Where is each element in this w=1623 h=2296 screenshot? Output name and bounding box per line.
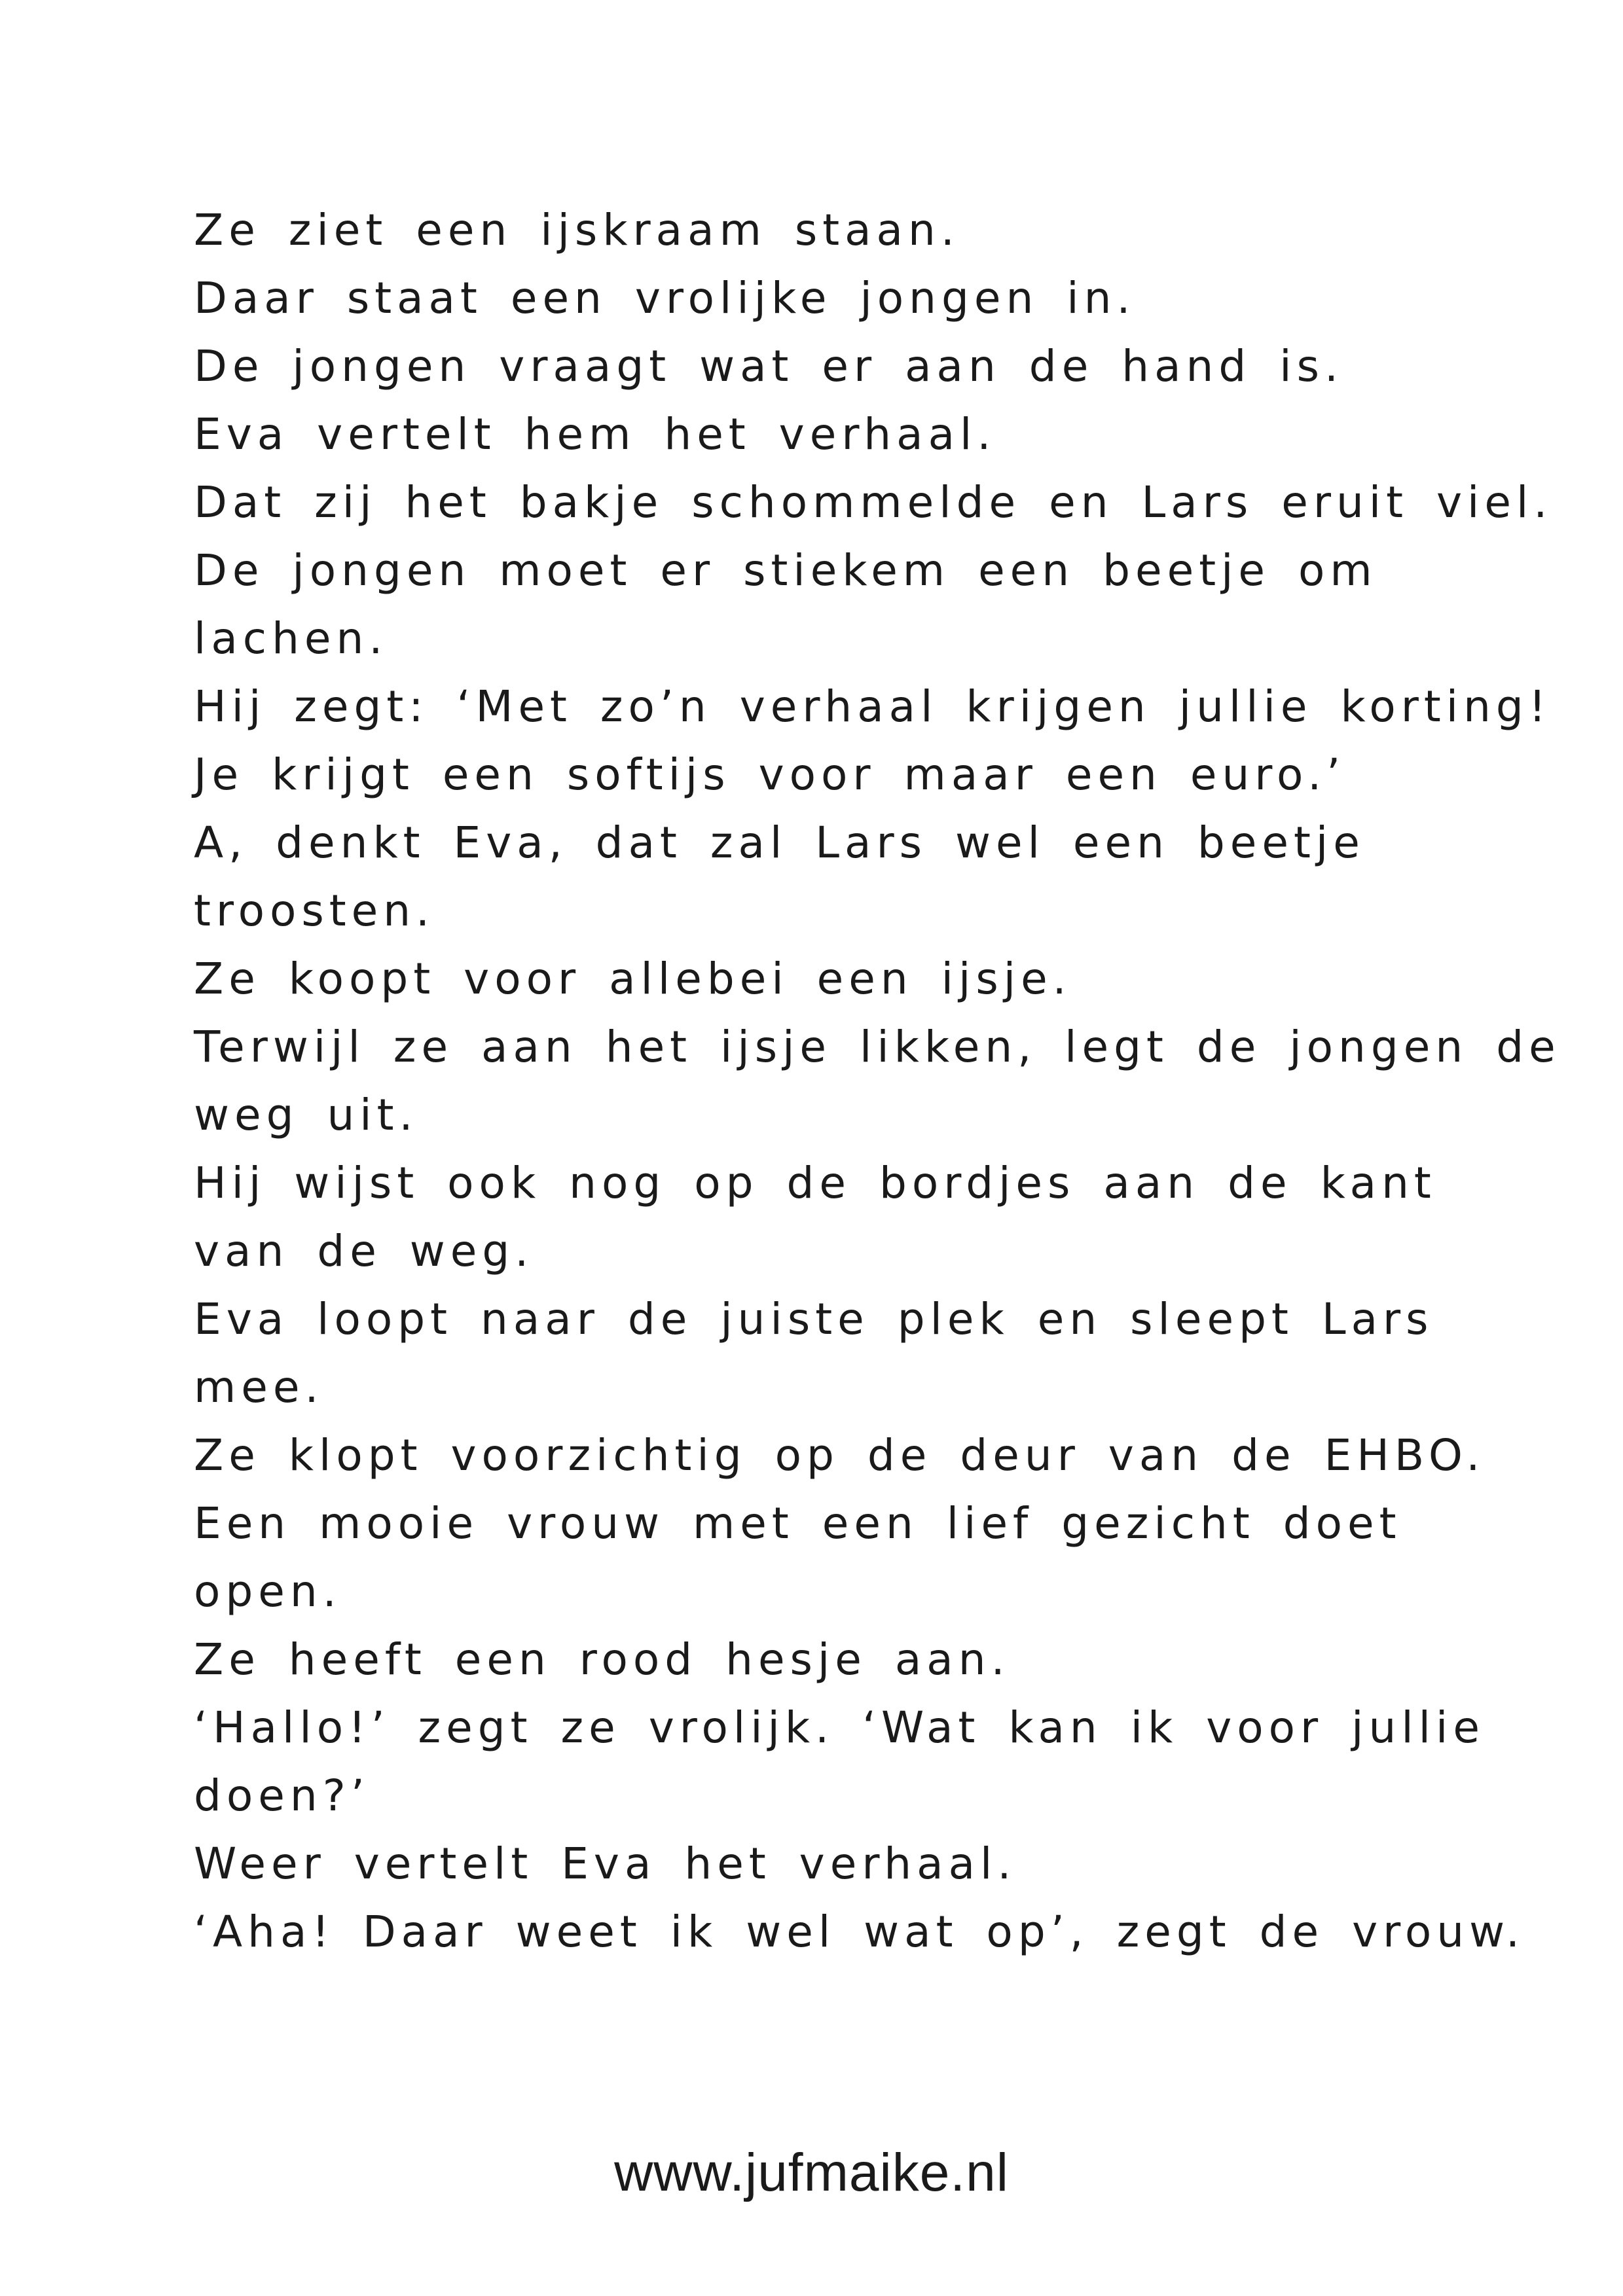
footer-website-url: www.jufmaike.nl xyxy=(614,2143,1009,2202)
story-line: ‘Aha! Daar weet ik wel wat op’, zegt de vrouw. xyxy=(194,1907,1525,1957)
story-line: van de weg. xyxy=(194,1226,534,1276)
story-line: lachen. xyxy=(194,613,388,664)
story-line: De jongen moet er stiekem een beetje om xyxy=(194,545,1377,596)
story-line: troosten. xyxy=(194,886,435,936)
story-line: Terwijl ze aan het ijsje likken, legt de jongen de xyxy=(194,1022,1561,1072)
story-text xyxy=(194,196,1561,1966)
story-line: mee. xyxy=(194,1362,324,1412)
story-line: weg uit. xyxy=(194,1090,418,1140)
story-line: Daar staat een vrolijke jongen in. xyxy=(194,273,1136,323)
story-line: Ze klopt voorzichtig op de deur van de EHBO. xyxy=(194,1430,1486,1480)
story-line: doen?’ xyxy=(194,1770,370,1821)
story-line: A, denkt Eva, dat zal Lars wel een beetje xyxy=(194,817,1365,868)
story-line: Je krijgt een softijs voor maar een euro.’ xyxy=(194,749,1346,800)
story-line: De jongen vraagt wat er aan de hand is. xyxy=(194,341,1343,391)
story-line: Weer vertelt Eva het verhaal. xyxy=(194,1839,1017,1889)
story-line: ‘Hallo!’ zegt ze vrolijk. ‘Wat kan ik voor jullie xyxy=(194,1702,1485,1753)
story-line: Ze heeft een rood hesje aan. xyxy=(194,1634,1010,1685)
story-line: Ze koopt voor allebei een ijsje. xyxy=(194,954,1072,1004)
story-line: Hij zegt: ‘Met zo’n verhaal krijgen jullie korting! xyxy=(194,681,1552,732)
story-line: Hij wijst ook nog op de bordjes aan de kant xyxy=(194,1158,1436,1208)
story-line: Ze ziet een ijskraam staan. xyxy=(194,205,960,255)
story-line: Eva loopt naar de juiste plek en sleept Lars xyxy=(194,1294,1434,1344)
story-line: Dat zij het bakje schommelde en Lars eruit viel. xyxy=(194,477,1553,528)
story-line: Eva vertelt hem het verhaal. xyxy=(194,409,996,459)
story-line: open. xyxy=(194,1566,342,1617)
story-line: Een mooie vrouw met een lief gezicht doet xyxy=(194,1498,1402,1549)
